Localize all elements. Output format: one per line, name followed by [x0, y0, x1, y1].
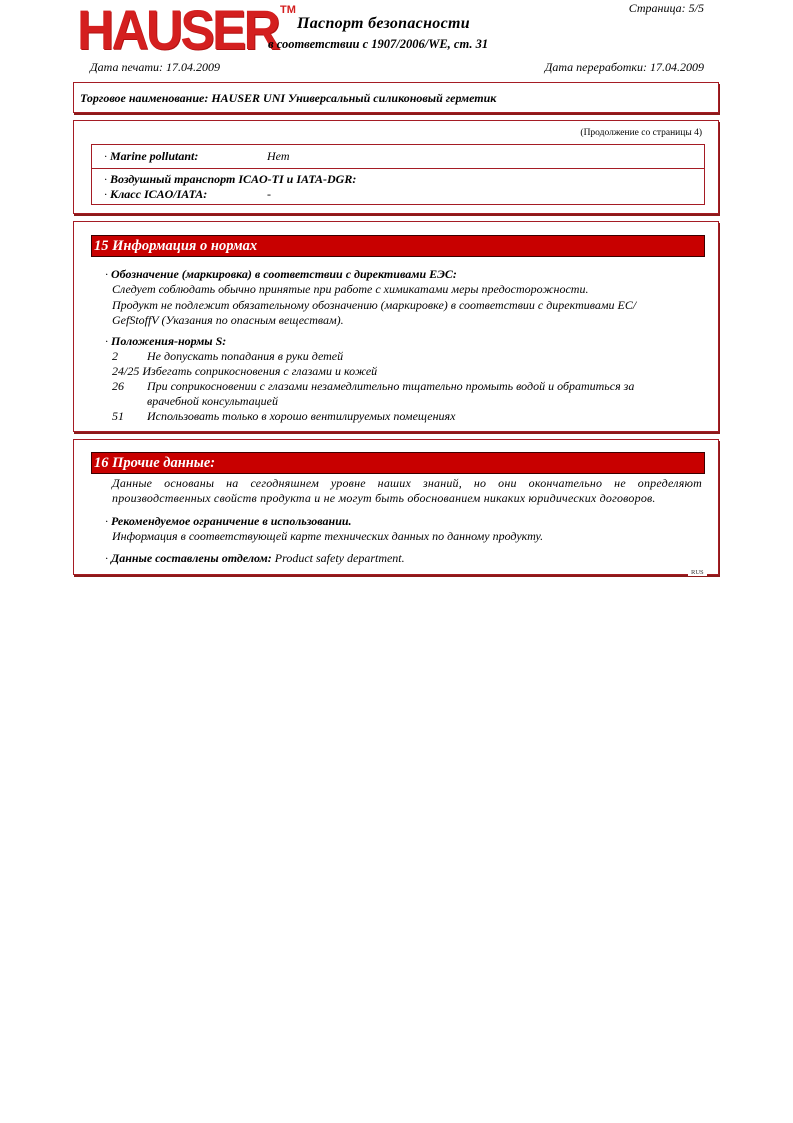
- compiled-by-value: Product safety department.: [274, 551, 405, 565]
- marine-pollutant-box: · Marine pollutant: Нет: [91, 144, 705, 169]
- labeling-line-3: GefStoffV (Указания по опасным веществам).: [112, 313, 344, 327]
- trade-name-box: [73, 82, 719, 113]
- section-15-heading: 15 Информация о нормах: [91, 235, 705, 257]
- air-transport-box: · Воздушный транспорт ICAO-TI и IATA-DGR: · Класс ICAO/IATA: -: [91, 168, 705, 205]
- continuation-note: (Продолжение со страницы 4): [580, 128, 702, 138]
- revision-date: Дата переработки: 17.04.2009: [544, 60, 704, 74]
- marine-pollutant-label: Marine pollutant:: [110, 149, 199, 163]
- s-phrase-row: 24/25 Избегать соприкосновения с глазами и кожей: [112, 364, 378, 378]
- restriction-text: Информация в соответствующей карте технических данных по данному продукту.: [112, 529, 544, 543]
- language-code: RUS: [688, 569, 707, 576]
- s-phrase-row: 2 Не допускать попадания в руки детей: [112, 349, 344, 363]
- document-title: Паспорт безопасности: [297, 15, 470, 32]
- icao-class-label: Класс ICAO/IATA:: [110, 187, 208, 201]
- trademark-mark: TM: [280, 4, 296, 16]
- labeling-line-1: Следует соблюдать обычно принятые при работе с химикатами меры предосторожности.: [112, 282, 589, 296]
- icao-class-value: -: [267, 187, 271, 201]
- labeling-heading: Обозначение (маркировка) в соответствии с директивами ЕЭС:: [111, 267, 457, 281]
- section-16-heading: 16 Прочие данные:: [91, 452, 705, 474]
- s-phrase-row: 51 Использовать только в хорошо вентилируемых помещениях: [112, 409, 456, 423]
- hauser-logo: HAUSER: [77, 0, 278, 61]
- s-phrases-heading: Положения-нормы S:: [111, 334, 227, 348]
- s-phrase-row: 26 При соприкосновении с глазами незамедлительно тщательно промыть водой и обратиться за: [112, 379, 635, 393]
- section-16-other-info: 16 Прочие данные: Данные основаны на сегодняшнем уровне наших знаний, но они окончательно не определяют производственных свойств продукта и не могут быть обоснованием никаких юридических договоров. · Рекомендуемое ограничение в использовании. Информация в соответствующей карте технических данных по данному продукту. · Данные составлены отделом: Product safety department.: [73, 439, 719, 575]
- marine-pollutant-value: Нет: [267, 149, 290, 163]
- disclaimer-text: Данные основаны на сегодняшнем уровне наших знаний, но они окончательно не определяют производственных свойств продукта и не могут быть обоснованием никаких юридических договоров.: [112, 476, 702, 505]
- restriction-heading: Рекомендуемое ограничение в использовании.: [111, 514, 352, 528]
- document-subtitle: в соответствии с 1907/2006/WE, ст. 31: [268, 37, 489, 51]
- trade-name: Торговое наименование: HAUSER UNI Универсальный силиконовый герметик: [80, 91, 497, 105]
- labeling-line-2: Продукт не подлежит обязательному обозначению (маркировке) в соответствии с директивами EC/: [112, 298, 637, 312]
- page-number: Страница: 5/5: [628, 1, 704, 15]
- print-date: Дата печати: 17.04.2009: [90, 60, 221, 74]
- s-phrase-row-continued: врачебной консультацией: [147, 394, 278, 408]
- compiled-by-label: Данные составлены отделом:: [111, 551, 272, 565]
- section-14-transport: [73, 120, 719, 214]
- air-transport-label: Воздушный транспорт ICAO-TI и IATA-DGR:: [110, 172, 357, 186]
- section-15-regulatory: 15 Информация о нормах · Обозначение (маркировка) в соответствии с директивами ЕЭС: Следует соблюдать обычно принятые при работе с химикатами меры предосторожности. Продукт не подлежит обязательному обозначению (маркировке) в соответствии с директивами EC/ GefStoffV (Указания по опасным веществам). · Положения-нормы S: 2 Не допускать попадания в руки детей 24/25 Избегать соприкосновения с глазами и кожей 26 При соприкосновении с глазами незамедлительно тщательно промыть водой и обратиться за врачебной консультацией 51 Использовать только в хорошо вентилируемых помещениях: [73, 221, 719, 432]
